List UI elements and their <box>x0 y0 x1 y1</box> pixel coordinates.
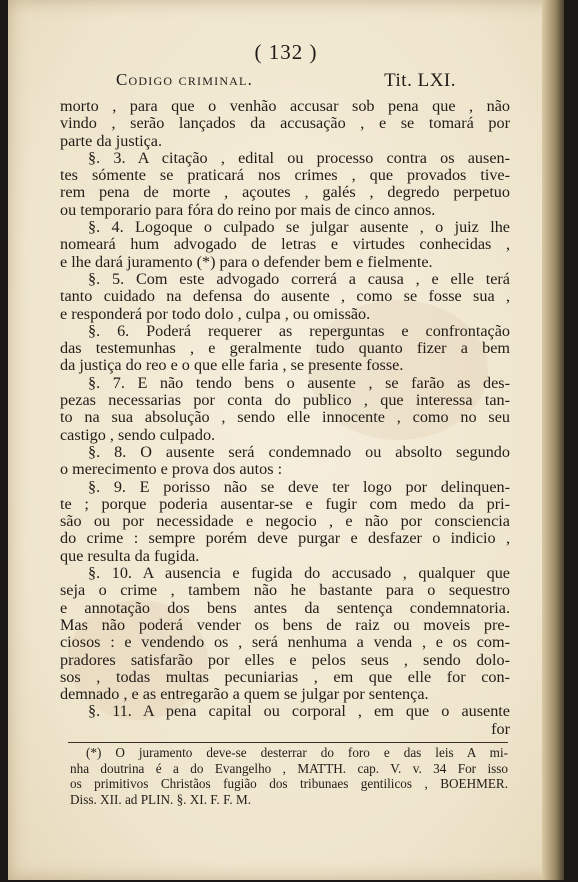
text-line: são ou por necessidade e negocio , e não por consciencia <box>60 512 510 531</box>
text-line: §. 5. Com este advogado correrá a causa , e elle terá <box>88 269 510 288</box>
text-line: demnado , e as entregarão a quem se julgar por sentença. <box>60 685 429 704</box>
text-line: sos , todas multas pecuniarias , em que elle for con- <box>60 667 510 686</box>
footnote-line: nha doutrina é a do Evangelho , MATTH. cap. V. v. 34 For isso <box>70 760 508 776</box>
text-line: seja o crime , tambem não he bastante para o sequestro <box>60 581 510 600</box>
text-line: do crime : sempre porém deve purgar e desfazer o indicio , <box>60 529 510 548</box>
text-line: vindo , serão lançados da accusação , e se tomará por <box>60 114 510 133</box>
text-line: Mas não poderá vender os bens de raiz ou moveis pre- <box>60 615 510 634</box>
text-line: rem pena de morte , açoutes , galés , degredo perpetuo <box>60 183 510 202</box>
footnote <box>70 745 508 807</box>
text-line: morto , para que o venhão accusar sob pena que , não <box>60 97 510 115</box>
text-line: §. 3. A citação , edital ou processo contra os ausen- <box>88 148 510 167</box>
running-head <box>116 70 456 92</box>
running-head-section: Tit. LXI. <box>384 70 456 91</box>
text-line: §. 9. E porisso não se deve ter logo por delinquen- <box>88 477 510 496</box>
body-text <box>60 98 510 738</box>
text-line: ou temporario para fóra do reino por mais de cinco annos. <box>60 200 436 219</box>
book-page <box>8 0 564 880</box>
text-line: que resulta da fugida. <box>60 546 200 565</box>
book-gutter <box>542 0 564 880</box>
text-line: pradores satisfarão por elles e pelos seus , sendo dolo- <box>60 650 510 669</box>
text-line: te ; porque poderia ausentar-se e fugir com medo da pri- <box>60 494 510 513</box>
footnote-rule <box>68 742 508 743</box>
footnote-line: (*) O juramento deve-se desterrar do foro e das leis A mi- <box>86 745 508 760</box>
footnote-line: Diss. XII. ad PLIN. §. XI. F. F. M. <box>70 791 252 807</box>
text-line: e lhe dará juramento (*) para o defender bem e fielmente. <box>60 252 433 271</box>
text-line: parte da justiça. <box>60 131 163 150</box>
text-line: §. 8. O ausente será condemnado ou absolto segundo <box>88 442 510 461</box>
footnote-line: os primitivos Christãos fugião dos tribunaes gentilicos , BOEHMER. <box>70 776 508 791</box>
text-line: tanto cuidado na defensa do ausente , como se fosse sua , <box>60 287 510 306</box>
text-line: castigo , sendo culpado. <box>60 425 216 444</box>
text-line: tes sómente se praticará nos crimes , que provados tive- <box>60 166 510 185</box>
text-line: §. 10. A ausencia e fugida do accusado , qualquer que <box>88 564 510 583</box>
text-line: §. 11. A pena capital ou corporal , em que o ausente <box>88 702 510 721</box>
running-head-title: Codigo criminal. <box>116 70 254 89</box>
text-line: nomeará hum advogado de letras e virtudes conhecidas , <box>60 235 510 254</box>
text-line: o merecimento e prova dos autos : <box>60 460 283 479</box>
text-line: da justiça do reo e o que elle faria , se presente fosse. <box>60 356 404 375</box>
text-line: pezas necessarias por conta do publico , que interessa tan- <box>60 391 510 410</box>
text-line: e annotação dos bens antes da sentença condemnatoria. <box>60 598 510 617</box>
text-line: §. 6. Poderá requerer as reperguntas e confrontação <box>88 321 510 340</box>
text-line: das testemunhas , e geralmente tudo quanto fizer a bem <box>60 339 510 358</box>
text-line: e responderá por todo dolo , culpa , ou omissão. <box>60 304 371 323</box>
text-line: for <box>491 719 510 738</box>
page-number: ( 132 ) <box>254 40 318 64</box>
text-line: ciosos : e vendendo os , será nenhuma a venda , e os com- <box>60 633 510 652</box>
text-line: §. 7. E não tendo bens o ausente , se farão as des- <box>88 373 510 392</box>
text-line: §. 4. Logoque o culpado se julgar ausente , o juiz lhe <box>88 218 510 237</box>
text-line: to na sua absolução , sendo elle innocente , como no seu <box>60 408 510 427</box>
